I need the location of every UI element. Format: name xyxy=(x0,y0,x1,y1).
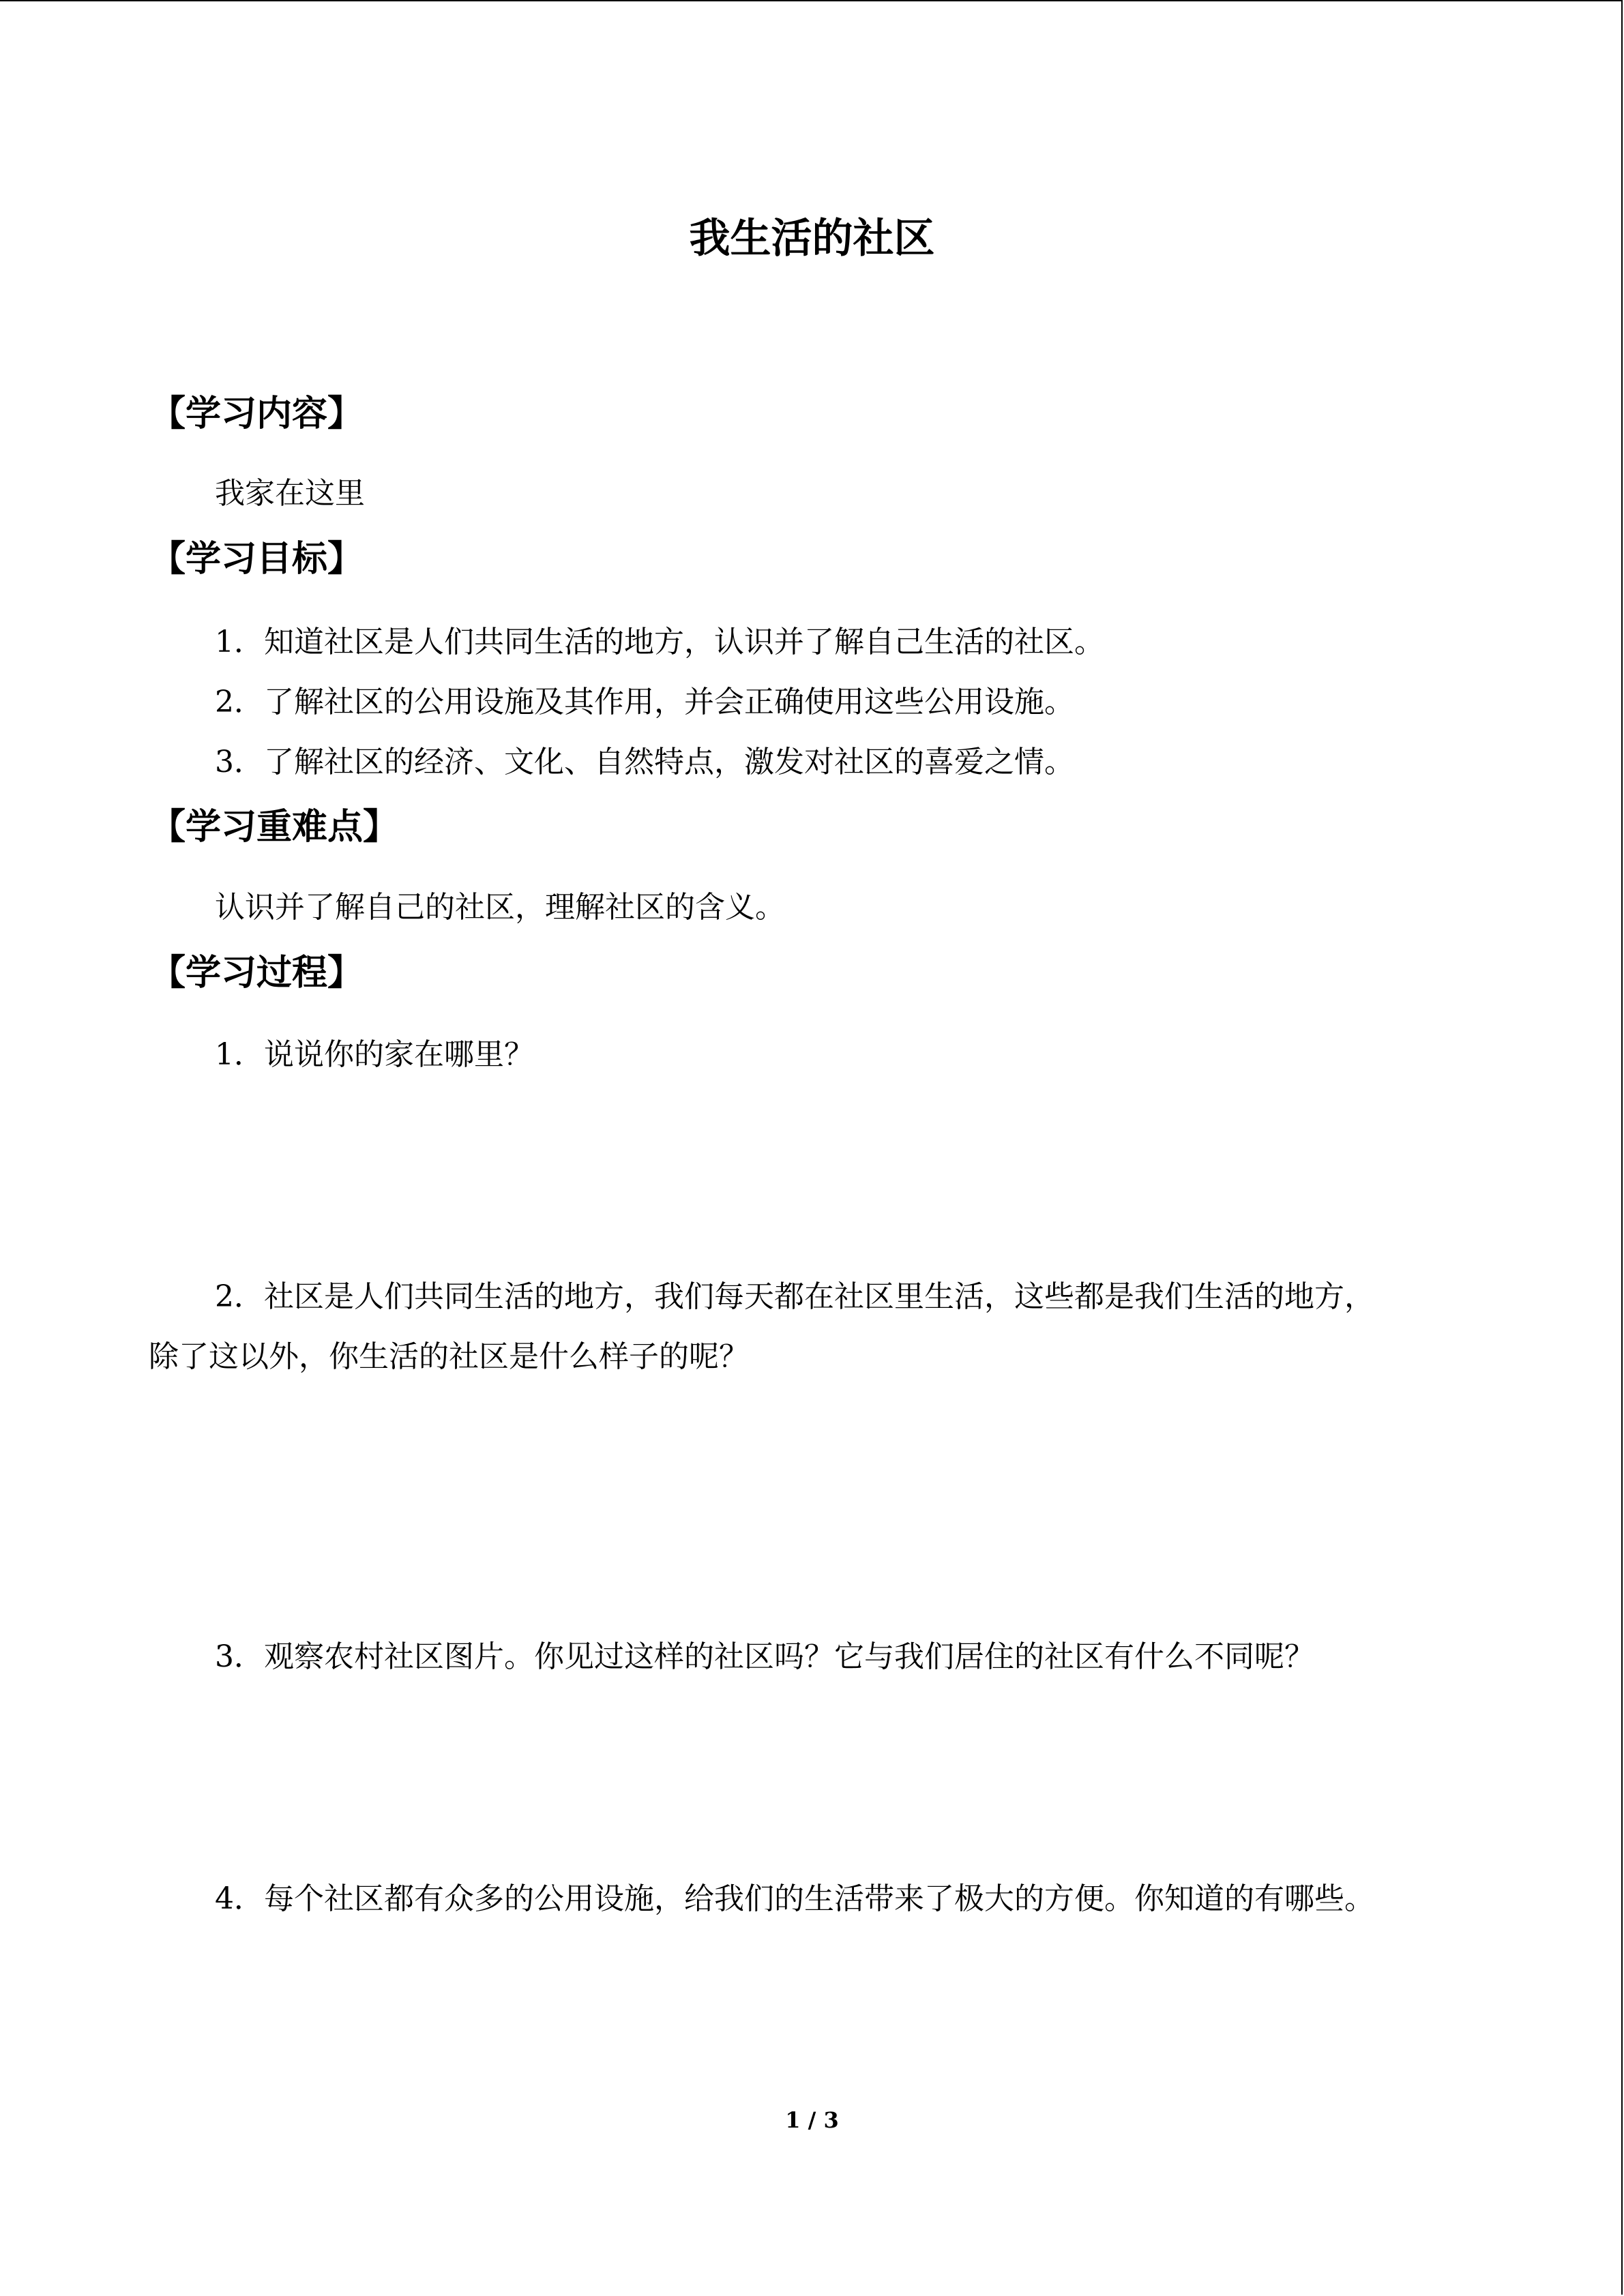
learning-content-text: 我家在这里 xyxy=(215,476,365,511)
process-question-1: 1．说说你的家在哪里？ xyxy=(215,1037,534,1072)
heading-key-points: 【学习重难点】 xyxy=(150,807,399,848)
heading-learning-goals: 【学习目标】 xyxy=(150,539,364,580)
page-number: 1 / 3 xyxy=(785,2107,839,2133)
goal-item-1: 1．知道社区是人们共同生活的地方，认识并了解自己生活的社区。 xyxy=(215,625,1104,659)
process-question-3: 3．观察农村社区图片。你见过这样的社区吗？它与我们居住的社区有什么不同呢？ xyxy=(215,1639,1314,1674)
goal-item-2: 2．了解社区的公用设施及其作用，并会正确使用这些公用设施。 xyxy=(215,685,1074,719)
process-question-4: 4．每个社区都有众多的公用设施，给我们的生活带来了极大的方便。你知道的有哪些。 xyxy=(215,1881,1374,1916)
process-question-2-line-2: 除了这以外，你生活的社区是什么样子的呢？ xyxy=(149,1339,749,1374)
key-points-text: 认识并了解自己的社区，理解社区的含义。 xyxy=(215,890,785,925)
heading-learning-process: 【学习过程】 xyxy=(150,953,364,994)
goal-item-3: 3．了解社区的经济、文化、自然特点，激发对社区的喜爱之情。 xyxy=(215,745,1074,779)
heading-learning-content: 【学习内容】 xyxy=(150,393,364,434)
process-question-2-line-1: 2．社区是人们共同生活的地方，我们每天都在社区里生活，这些都是我们生活的地方， xyxy=(215,1279,1374,1314)
document-title: 我生活的社区 xyxy=(689,215,935,263)
